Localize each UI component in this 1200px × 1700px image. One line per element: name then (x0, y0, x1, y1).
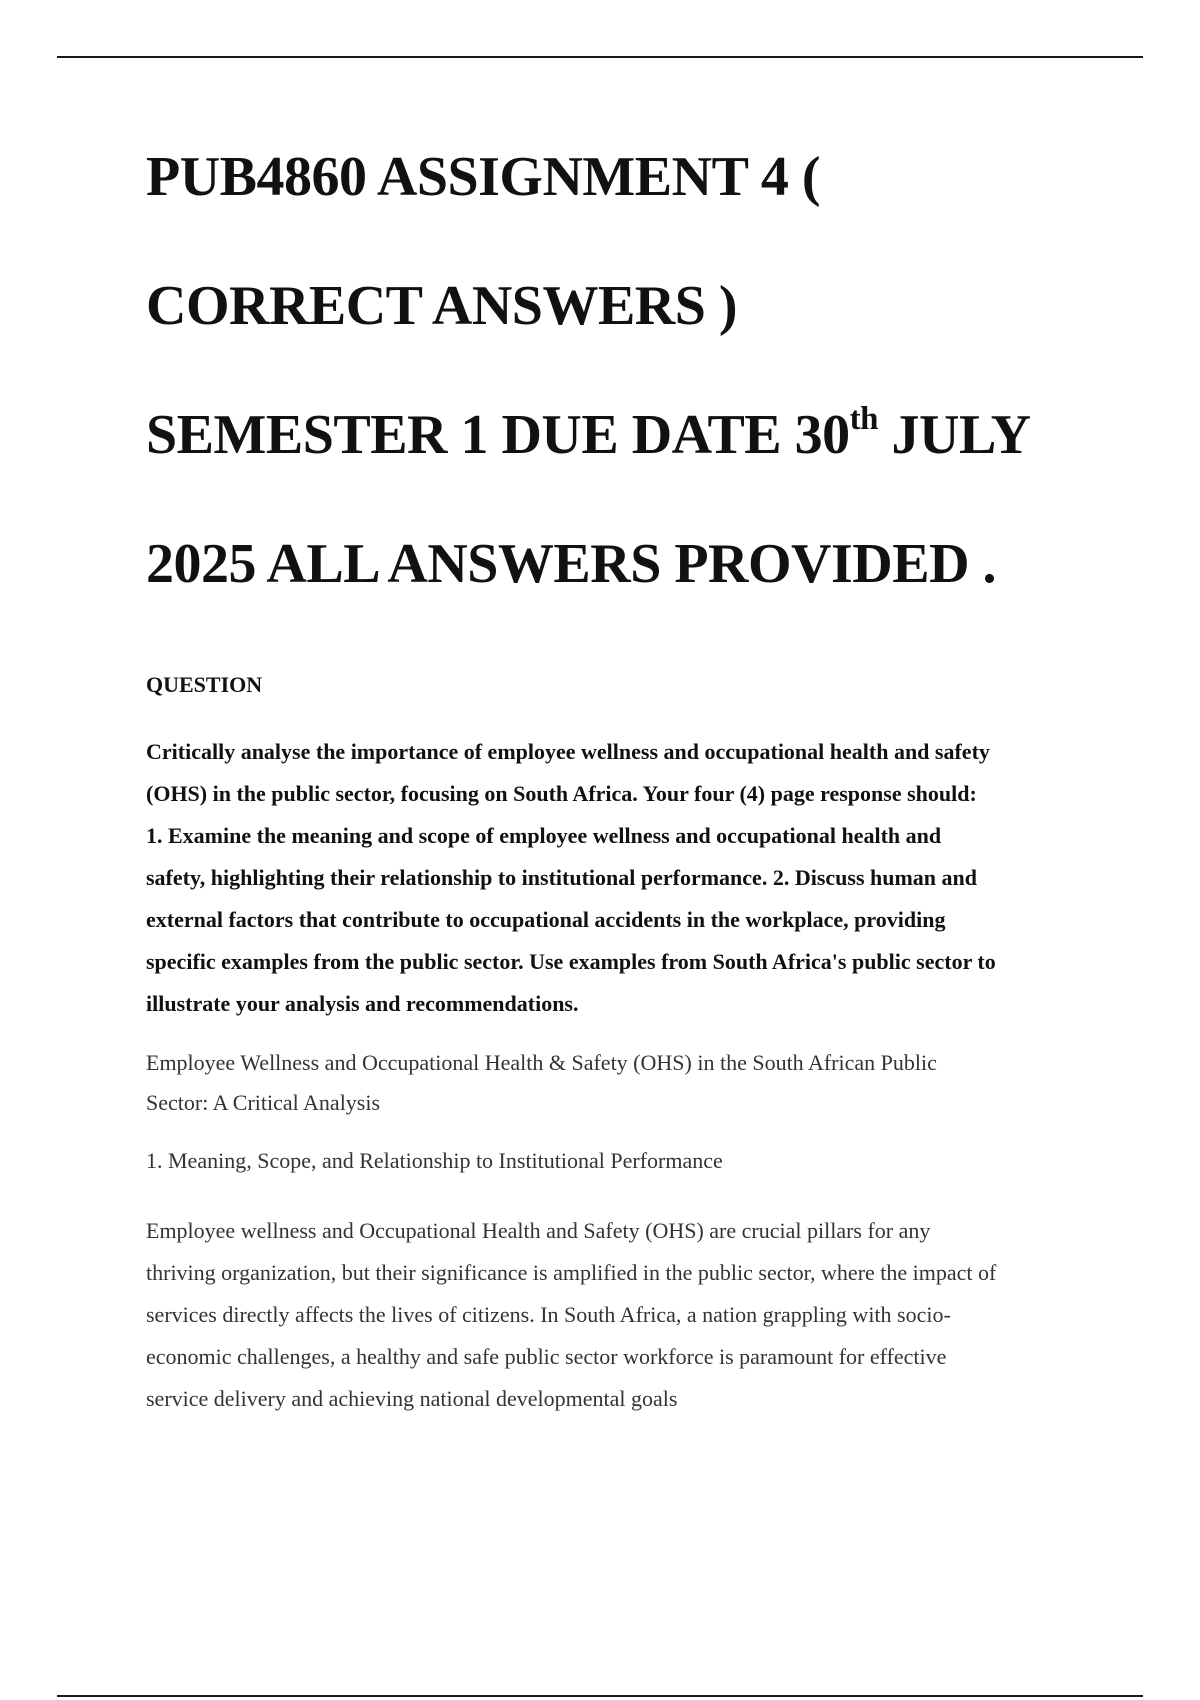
body-paragraph (146, 1210, 1096, 1420)
essay-title-line: Employee Wellness and Occupational Health & Safety (OHS) in the South African Public (146, 1050, 937, 1075)
title-line-3-start: SEMESTER 1 DUE DATE 30 (146, 404, 850, 466)
document-title-line-2: CORRECT ANSWERS ) (146, 275, 738, 337)
question-heading: QUESTION (146, 672, 263, 697)
question-line: Critically analyse the importance of employee wellness and occupational health and safety (146, 739, 990, 764)
section-heading: 1. Meaning, Scope, and Relationship to Institutional Performance (146, 1148, 723, 1173)
question-line: safety, highlighting their relationship to institutional performance. 2. Discuss human and (146, 865, 978, 890)
question-line: external factors that contribute to occupational accidents in the workplace, providing (146, 907, 946, 932)
top-rule (57, 56, 1143, 58)
paragraph-line: economic challenges, a healthy and safe public sector workforce is paramount for effective (146, 1344, 947, 1369)
document-title-line-1: PUB4860 ASSIGNMENT 4 ( (146, 146, 821, 208)
paragraph-line: services directly affects the lives of citizens. In South Africa, a nation grappling with socio- (146, 1302, 951, 1327)
paragraph-line: thriving organization, but their significance is amplified in the public sector, where the impact of (146, 1260, 997, 1285)
question-line: 1. Examine the meaning and scope of employee wellness and occupational health and (146, 823, 942, 848)
essay-title (146, 1043, 1096, 1123)
essay-title-line: Sector: A Critical Analysis (146, 1090, 381, 1115)
question-text (146, 731, 1096, 1025)
question-line: (OHS) in the public sector, focusing on South Africa. Your four (4) page response should: (146, 781, 977, 806)
document-title-line-3 (146, 403, 1031, 467)
paragraph-line: Employee wellness and Occupational Health and Safety (OHS) are crucial pillars for any (146, 1218, 931, 1243)
question-line: specific examples from the public sector. Use examples from South Africa's public sector to (146, 949, 996, 974)
bottom-rule (57, 1695, 1143, 1697)
question-line: illustrate your analysis and recommendations. (146, 991, 579, 1016)
ordinal-suffix: th (849, 401, 878, 438)
paragraph-line: service delivery and achieving national developmental goals (146, 1386, 678, 1411)
title-line-3-end: JULY (878, 404, 1031, 466)
document-title-line-4: 2025 ALL ANSWERS PROVIDED . (146, 533, 997, 595)
